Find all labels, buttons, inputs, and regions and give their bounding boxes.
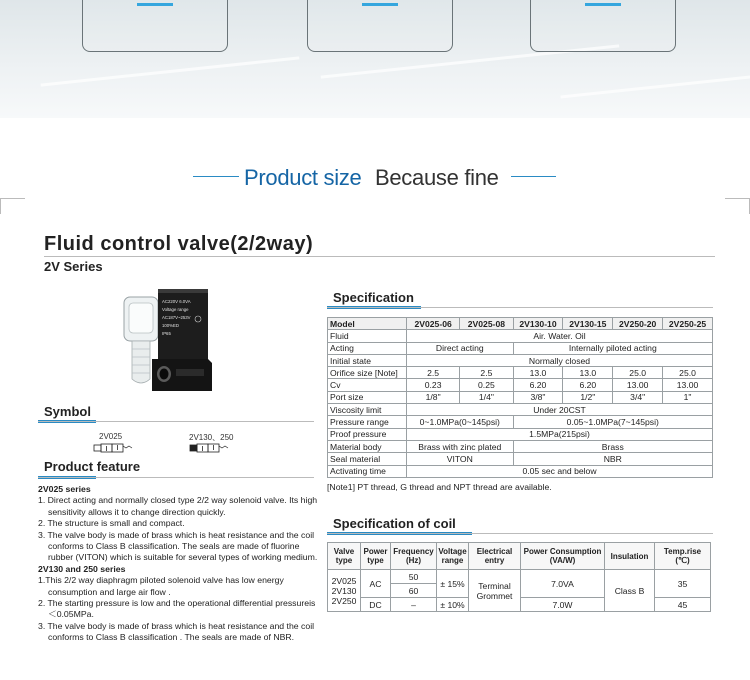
coil-cell: 35 (655, 570, 711, 598)
coil-cell: 7.0VA (521, 570, 605, 598)
hero-card-left[interactable] (82, 0, 228, 52)
title-rule-right (511, 176, 556, 177)
coil-header-row (328, 543, 711, 570)
section-title-row (0, 162, 750, 192)
spec-cell: Activating time (328, 465, 407, 477)
spec-cell: Orifice size [Note] (328, 367, 407, 379)
spec-cell: 25.0 (613, 367, 663, 379)
feature-item: 3. The valve body is made of brass which is heat resistance and the coil conforms to Class B classification. The seals are made of fluorine rubber (VITON) which is suitable for several types of working medium. (38, 529, 318, 563)
spec-cell: Pressure range (328, 416, 407, 428)
spec-cell: VITON (407, 453, 514, 465)
hero-streak (560, 75, 750, 99)
spec-cell: 2.5 (460, 367, 513, 379)
spec-row-activating (328, 465, 713, 477)
frame-line (0, 198, 25, 199)
feature-item: 2. The starting pressure is low and the operational differential pressureis＜0.05MPa. (38, 598, 316, 620)
valve-label-line: AC187V~253V (162, 315, 191, 320)
hero-card-right[interactable] (530, 0, 676, 52)
coil-header-cell: Temp.rise (℃) (655, 543, 711, 570)
spec-cell: 1.5MPa(215psi) (407, 428, 713, 440)
spec-heading-rule (327, 307, 713, 308)
hero-banner (0, 0, 750, 118)
spec-row-orifice (328, 367, 713, 379)
spec-row-viscosity (328, 404, 713, 416)
valve-symbol-right-icon (184, 441, 234, 455)
spec-cell: Internally piloted acting (513, 342, 712, 354)
spec-cell: Under 20CST (407, 404, 713, 416)
spec-row-pressure (328, 416, 713, 428)
spec-cell: Normally closed (407, 354, 713, 366)
feature-heading-rule (38, 477, 314, 478)
product-title: Fluid control valve(2/2way) (44, 233, 314, 255)
spec-cell: 2V025-08 (460, 318, 513, 330)
header-divider (44, 256, 715, 257)
spec-row-material (328, 440, 713, 452)
spec-cell: 13.0 (513, 367, 563, 379)
valve-symbol-left-icon (88, 441, 138, 455)
spec-cell: 3/4" (613, 391, 663, 403)
product-series: 2V Series (44, 259, 103, 274)
feature-item: 2. The structure is small and compact. (38, 518, 185, 529)
spec-heading: Specification (333, 290, 414, 305)
spec-cell: Proof pressure (328, 428, 407, 440)
spec-cell: 3/8" (513, 391, 563, 403)
feature-item: 1.This 2/2 way diaphragm piloted solenoid valve has low energy consumption and large air flow . (38, 575, 284, 597)
spec-cell: Port size (328, 391, 407, 403)
coil-row-ac-50 (328, 570, 711, 584)
coil-header-cell: Insulation (605, 543, 655, 570)
coil-cell: ± 10% (437, 598, 469, 612)
spec-cell: 1/8" (407, 391, 460, 403)
coil-heading: Specification of coil (333, 516, 456, 531)
spec-cell: Air. Water. Oil (407, 330, 713, 342)
title-rule-left (193, 176, 239, 177)
spec-cell: 0.05~1.0MPa(7~145psi) (513, 416, 712, 428)
title-product-size: Product size (244, 165, 362, 190)
spec-cell: 13.0 (563, 367, 613, 379)
spec-cell: Viscosity limit (328, 404, 407, 416)
valve-label-line: Voltage range (162, 307, 189, 312)
spec-cell: 13.00 (663, 379, 713, 391)
coil-header-cell: Power type (361, 543, 391, 570)
valve-label-line: AC220V 6.0VA (162, 299, 191, 304)
spec-cell: 2V250-20 (613, 318, 663, 330)
spec-cell: Seal material (328, 453, 407, 465)
spec-row-seal (328, 453, 713, 465)
coil-cell: 60 (391, 584, 437, 598)
coil-cell: – (391, 598, 437, 612)
frame-line (725, 198, 750, 199)
frame-line (0, 198, 1, 214)
coil-cell: 45 (655, 598, 711, 612)
spec-cell: 0~1.0MPa(0~145psi) (407, 416, 514, 428)
coil-header-cell: Electrical entry (469, 543, 521, 570)
coil-cell: 50 (391, 570, 437, 584)
spec-row-acting (328, 342, 713, 354)
spec-cell: Brass (513, 440, 712, 452)
spec-row-initial (328, 354, 713, 366)
coil-cell: ± 15% (437, 570, 469, 598)
spec-row-proof (328, 428, 713, 440)
spec-cell: Brass with zinc plated (407, 440, 514, 452)
spec-cell: 2V130-15 (563, 318, 613, 330)
symbol-heading-rule (38, 421, 314, 422)
feature-item: 3. The valve body is made of brass which is heat resistance and the coil conforms to Class B classification . The seals are made of NBR. (38, 620, 315, 643)
coil-header-cell: Voltage range (437, 543, 469, 570)
feature-group-title: 2V025 series (38, 484, 91, 494)
spec-cell: Initial state (328, 354, 407, 366)
spec-row-cv (328, 379, 713, 391)
spec-cell: 2V250-25 (663, 318, 713, 330)
spec-cell: 0.05 sec and below (407, 465, 713, 477)
feature-heading: Product feature (44, 459, 141, 474)
spec-cell: 2V025-06 (407, 318, 460, 330)
symbol-right-label: 2V130、250 (189, 433, 234, 442)
spec-cell: 1" (663, 391, 713, 403)
hero-card-middle[interactable] (307, 0, 453, 52)
spec-cell: Model (328, 318, 407, 330)
valve-label-line: 100%ED (162, 323, 179, 328)
spec-cell: 1/2" (563, 391, 613, 403)
coil-cell: 7.0W (521, 598, 605, 612)
card-accent (585, 3, 621, 6)
spec-cell: 2.5 (407, 367, 460, 379)
spec-cell: Material body (328, 440, 407, 452)
coil-cell: DC (361, 598, 391, 612)
spec-row-model (328, 318, 713, 330)
spec-cell: 0.25 (460, 379, 513, 391)
coil-header-cell: Frequency (Hz) (391, 543, 437, 570)
spec-row-fluid (328, 330, 713, 342)
coil-cell: AC (361, 570, 391, 598)
spec-row-port (328, 391, 713, 403)
spec-note: [Note1] PT thread, G thread and NPT thread are available. (327, 482, 552, 492)
spec-cell: 6.20 (513, 379, 563, 391)
symbol-heading: Symbol (44, 404, 91, 419)
spec-cell: Direct acting (407, 342, 514, 354)
coil-heading-rule (327, 533, 713, 534)
card-accent (362, 3, 398, 6)
feature-item: 1. Direct acting and normally closed type 2/2 way solenoid valve. Its high sensitivity allows it to change direction quickly. (38, 495, 318, 517)
card-accent (137, 3, 173, 6)
spec-cell: 0.23 (407, 379, 460, 391)
coil-header-cell: Valve type (328, 543, 361, 570)
symbol-left-label: 2V025 (99, 432, 123, 441)
spec-cell: Acting (328, 342, 407, 354)
feature-list (38, 484, 320, 644)
solenoid-valve-image (112, 283, 222, 401)
hero-streak (41, 56, 300, 86)
spec-cell: NBR (513, 453, 712, 465)
coil-cell: 2V025 2V130 2V250 (328, 570, 361, 612)
spec-cell: 25.0 (663, 367, 713, 379)
coil-cell: Class B (605, 570, 655, 612)
spec-table (327, 317, 713, 478)
spec-cell: 13.00 (613, 379, 663, 391)
spec-cell: 2V130-10 (513, 318, 563, 330)
coil-table (327, 542, 711, 612)
coil-cell: Terminal Grommet (469, 570, 521, 612)
valve-label-line: IP65 (162, 331, 171, 336)
title-because-fine: Because fine (375, 165, 499, 190)
spec-cell: 1/4" (460, 391, 513, 403)
spec-cell: Cv (328, 379, 407, 391)
feature-group-title: 2V130 and 250 series (38, 563, 126, 574)
coil-header-cell: Power Consumption (VA/W) (521, 543, 605, 570)
spec-cell: 6.20 (563, 379, 613, 391)
spec-cell: Fluid (328, 330, 407, 342)
